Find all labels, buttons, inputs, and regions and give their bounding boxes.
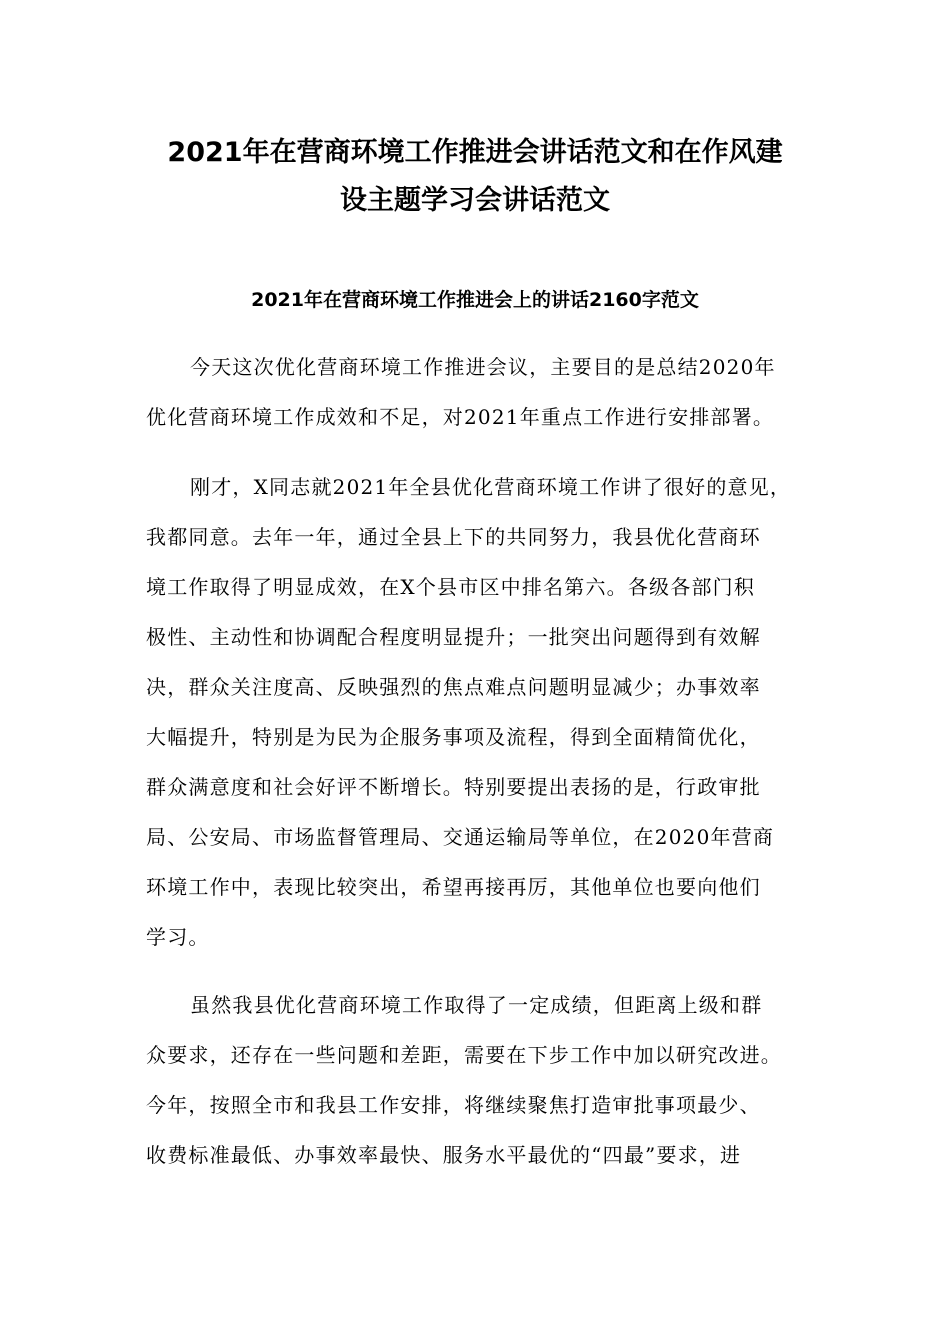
paragraph-3-line-2: 众要求，还存在一些问题和差距，需要在下步工作中加以研究改进。 <box>146 1043 782 1067</box>
paragraph-2-line-2: 我都同意。去年一年，通过全县上下的共同努力，我县优化营商环 <box>146 525 761 549</box>
document-title-line-1: 2021年在营商环境工作推进会讲话范文和在作风建 <box>167 137 783 168</box>
paragraph-2-line-1: 刚才，X同志就2021年全县优化营商环境工作讲了很好的意见， <box>190 475 792 499</box>
paragraph-3-line-1: 虽然我县优化营商环境工作取得了一定成绩，但距离上级和群 <box>190 993 763 1017</box>
paragraph-1-line-1: 今天这次优化营商环境工作推进会议，主要目的是总结2020年 <box>190 355 776 379</box>
paragraph-2-line-10: 学习。 <box>146 925 210 949</box>
paragraph-3-line-4: 收费标准最低、办事效率最快、服务水平最优的“四最”要求，进 <box>146 1143 742 1167</box>
paragraph-2-line-5: 决，群众关注度高、反映强烈的焦点难点问题明显减少；办事效率 <box>146 675 761 699</box>
paragraph-2-line-9: 环境工作中，表现比较突出，希望再接再厉，其他单位也要向他们 <box>146 875 761 899</box>
section-heading: 2021年在营商环境工作推进会上的讲话2160字范文 <box>251 289 699 311</box>
paragraph-1-line-2: 优化营商环境工作成效和不足，对2021年重点工作进行安排部署。 <box>146 405 775 429</box>
paragraph-3-line-3: 今年，按照全市和我县工作安排，将继续聚焦打造审批事项最少、 <box>146 1093 761 1117</box>
paragraph-2-line-6: 大幅提升，特别是为民为企服务事项及流程，得到全面精简优化， <box>146 725 761 749</box>
document-title-line-2: 设主题学习会讲话范文 <box>340 185 610 216</box>
paragraph-2-line-7: 群众满意度和社会好评不断增长。特别要提出表扬的是，行政审批 <box>146 775 761 799</box>
paragraph-2-line-8: 局、公安局、市场监督管理局、交通运输局等单位，在2020年营商 <box>146 825 775 849</box>
paragraph-2-line-4: 极性、主动性和协调配合程度明显提升；一批突出问题得到有效解 <box>146 625 761 649</box>
paragraph-2-line-3: 境工作取得了明显成效，在X个县市区中排名第六。各级各部门积 <box>146 575 756 599</box>
